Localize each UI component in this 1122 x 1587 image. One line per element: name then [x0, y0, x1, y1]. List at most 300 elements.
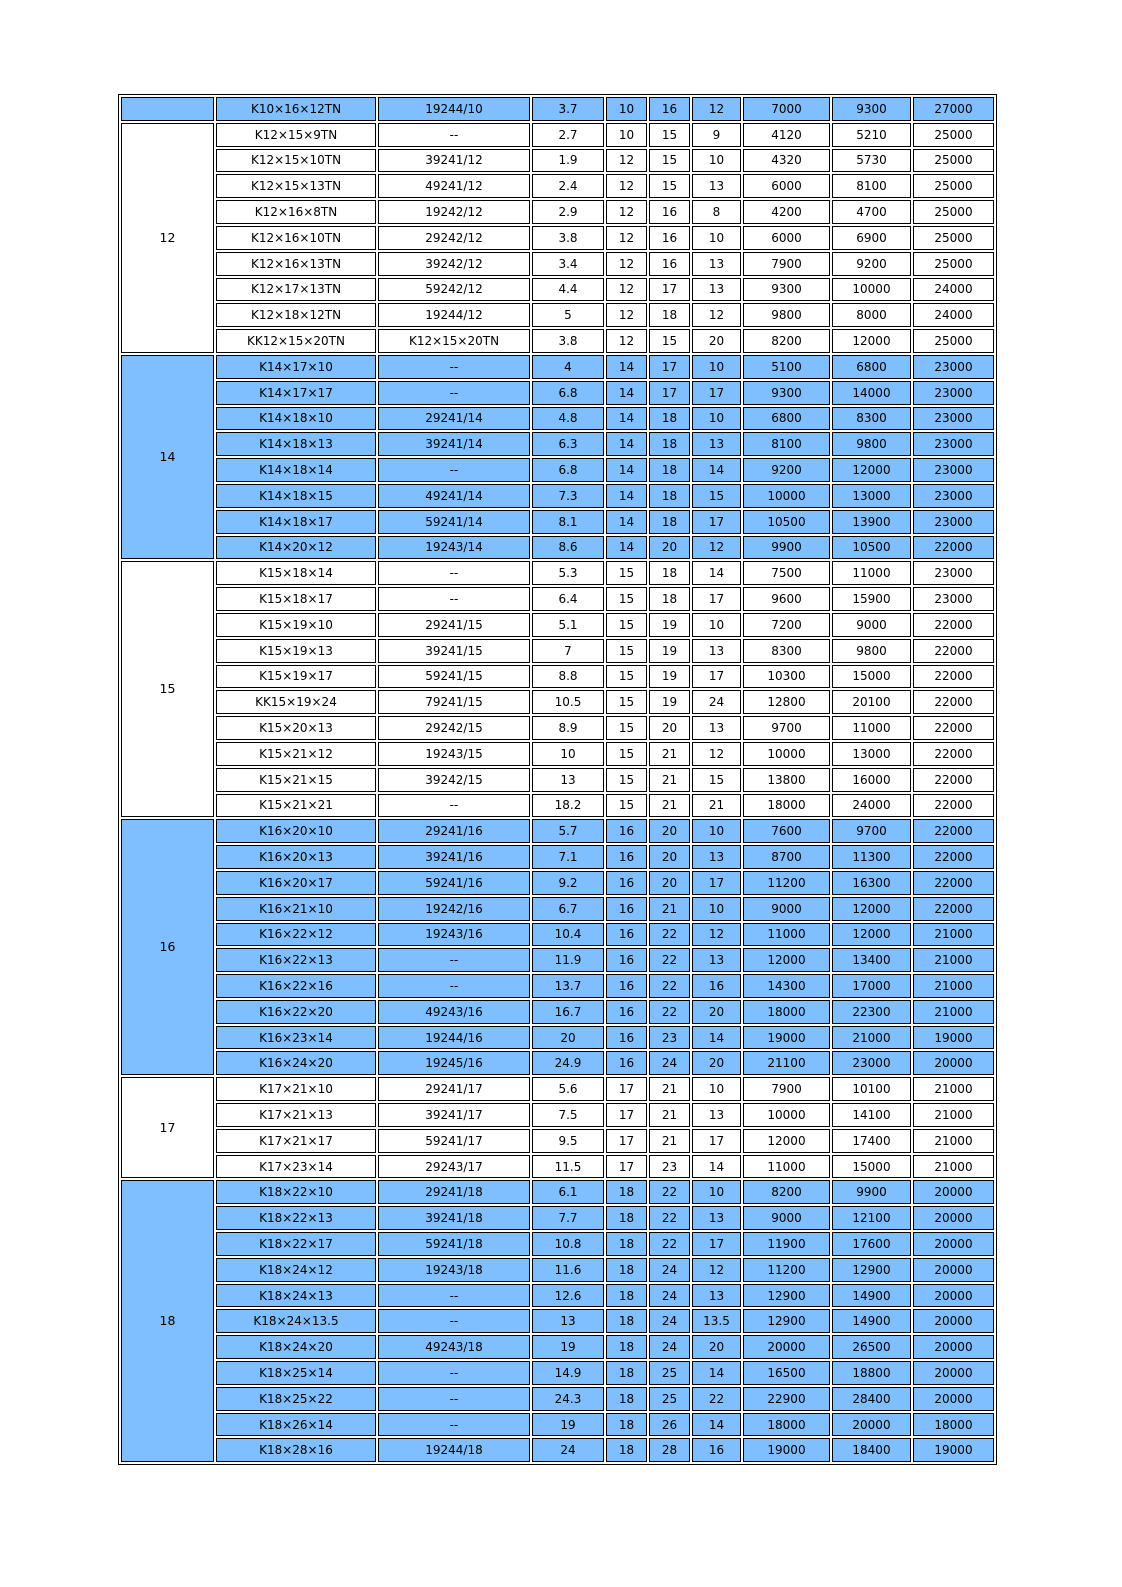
- outer-dia-cell: 24: [649, 1051, 690, 1075]
- dynamic-load-cell: 4200: [743, 200, 830, 224]
- width-cell: 10: [692, 1180, 741, 1204]
- equivalent-cell: 59241/14: [378, 510, 530, 534]
- static-load-cell: 24000: [832, 794, 911, 818]
- weight-cell: 10.4: [532, 923, 604, 947]
- static-load-cell: 9800: [832, 639, 911, 663]
- dynamic-load-cell: 9700: [743, 716, 830, 740]
- static-load-cell: 5730: [832, 149, 911, 173]
- dynamic-load-cell: 9600: [743, 587, 830, 611]
- weight-cell: 24: [532, 1438, 604, 1462]
- speed-limit-cell: 20000: [913, 1309, 994, 1333]
- width-cell: 12: [692, 923, 741, 947]
- bore-cell: 15: [606, 690, 647, 714]
- model-cell: K18×24×20: [216, 1335, 376, 1359]
- weight-cell: 6.1: [532, 1180, 604, 1204]
- weight-cell: 2.4: [532, 174, 604, 198]
- outer-dia-cell: 18: [649, 510, 690, 534]
- speed-limit-cell: 22000: [913, 613, 994, 637]
- equivalent-cell: 29241/14: [378, 407, 530, 431]
- dynamic-load-cell: 13800: [743, 768, 830, 792]
- static-load-cell: 15900: [832, 587, 911, 611]
- model-cell: K15×21×12: [216, 742, 376, 766]
- model-cell: K17×21×13: [216, 1103, 376, 1127]
- speed-limit-cell: 25000: [913, 123, 994, 147]
- outer-dia-cell: 21: [649, 1077, 690, 1101]
- outer-dia-cell: 17: [649, 381, 690, 405]
- table-row: [121, 123, 994, 147]
- outer-dia-cell: 18: [649, 432, 690, 456]
- weight-cell: 5.7: [532, 819, 604, 843]
- dynamic-load-cell: 7600: [743, 819, 830, 843]
- model-cell: K14×18×15: [216, 484, 376, 508]
- speed-limit-cell: 22000: [913, 768, 994, 792]
- model-cell: K18×28×16: [216, 1438, 376, 1462]
- equivalent-cell: --: [378, 355, 530, 379]
- table-row: [121, 561, 994, 585]
- dynamic-load-cell: 11000: [743, 923, 830, 947]
- table-row: [121, 1155, 994, 1179]
- speed-limit-cell: 25000: [913, 252, 994, 276]
- weight-cell: 12.6: [532, 1284, 604, 1308]
- speed-limit-cell: 21000: [913, 948, 994, 972]
- static-load-cell: 21000: [832, 1026, 911, 1050]
- outer-dia-cell: 16: [649, 97, 690, 121]
- model-cell: K17×21×17: [216, 1129, 376, 1153]
- weight-cell: 11.6: [532, 1258, 604, 1282]
- bore-cell: 14: [606, 381, 647, 405]
- bore-cell: 16: [606, 819, 647, 843]
- bore-cell: 15: [606, 742, 647, 766]
- table-row: [121, 665, 994, 689]
- equivalent-cell: --: [378, 1361, 530, 1385]
- width-cell: 14: [692, 1026, 741, 1050]
- width-cell: 10: [692, 819, 741, 843]
- dynamic-load-cell: 7000: [743, 97, 830, 121]
- model-cell: K14×20×12: [216, 536, 376, 560]
- bore-cell: 15: [606, 587, 647, 611]
- table-row: [121, 1000, 994, 1024]
- dynamic-load-cell: 10000: [743, 484, 830, 508]
- equivalent-cell: 39241/14: [378, 432, 530, 456]
- equivalent-cell: 19243/18: [378, 1258, 530, 1282]
- model-cell: K12×16×10TN: [216, 226, 376, 250]
- dynamic-load-cell: 14300: [743, 974, 830, 998]
- bore-cell: 15: [606, 768, 647, 792]
- static-load-cell: 10500: [832, 536, 911, 560]
- equivalent-cell: 19243/14: [378, 536, 530, 560]
- weight-cell: 7.1: [532, 845, 604, 869]
- model-cell: K12×15×13TN: [216, 174, 376, 198]
- outer-dia-cell: 19: [649, 639, 690, 663]
- static-load-cell: 12000: [832, 897, 911, 921]
- outer-dia-cell: 16: [649, 200, 690, 224]
- bore-cell: 18: [606, 1309, 647, 1333]
- model-cell: K14×18×14: [216, 458, 376, 482]
- equivalent-cell: 39241/16: [378, 845, 530, 869]
- static-load-cell: 23000: [832, 1051, 911, 1075]
- outer-dia-cell: 20: [649, 871, 690, 895]
- width-cell: 16: [692, 974, 741, 998]
- model-cell: K15×18×14: [216, 561, 376, 585]
- weight-cell: 3.8: [532, 329, 604, 353]
- bore-cell: 16: [606, 845, 647, 869]
- speed-limit-cell: 20000: [913, 1284, 994, 1308]
- table-row: [121, 303, 994, 327]
- equivalent-cell: --: [378, 561, 530, 585]
- bore-cell: 16: [606, 871, 647, 895]
- table-row: [121, 639, 994, 663]
- model-cell: K16×22×13: [216, 948, 376, 972]
- outer-dia-cell: 17: [649, 355, 690, 379]
- model-cell: K18×26×14: [216, 1413, 376, 1437]
- table-row: [121, 536, 994, 560]
- static-load-cell: 15000: [832, 1155, 911, 1179]
- equivalent-cell: 49243/16: [378, 1000, 530, 1024]
- bore-cell: 14: [606, 407, 647, 431]
- static-load-cell: 9700: [832, 819, 911, 843]
- group-size-cell: 12: [121, 123, 214, 353]
- speed-limit-cell: 20000: [913, 1387, 994, 1411]
- bearing-spec-table: [118, 94, 997, 1465]
- equivalent-cell: --: [378, 1284, 530, 1308]
- outer-dia-cell: 17: [649, 278, 690, 302]
- width-cell: 13: [692, 716, 741, 740]
- dynamic-load-cell: 10500: [743, 510, 830, 534]
- equivalent-cell: 19244/18: [378, 1438, 530, 1462]
- outer-dia-cell: 20: [649, 819, 690, 843]
- model-cell: K17×23×14: [216, 1155, 376, 1179]
- weight-cell: 1.9: [532, 149, 604, 173]
- table-row: [121, 510, 994, 534]
- speed-limit-cell: 20000: [913, 1206, 994, 1230]
- equivalent-cell: --: [378, 1413, 530, 1437]
- dynamic-load-cell: 12000: [743, 1129, 830, 1153]
- equivalent-cell: 29241/18: [378, 1180, 530, 1204]
- bore-cell: 18: [606, 1361, 647, 1385]
- equivalent-cell: 59242/12: [378, 278, 530, 302]
- width-cell: 13: [692, 278, 741, 302]
- width-cell: 8: [692, 200, 741, 224]
- bore-cell: 10: [606, 123, 647, 147]
- speed-limit-cell: 21000: [913, 1103, 994, 1127]
- width-cell: 10: [692, 613, 741, 637]
- static-load-cell: 16000: [832, 768, 911, 792]
- width-cell: 24: [692, 690, 741, 714]
- bore-cell: 18: [606, 1438, 647, 1462]
- model-cell: K18×25×14: [216, 1361, 376, 1385]
- static-load-cell: 6800: [832, 355, 911, 379]
- model-cell: K18×24×13: [216, 1284, 376, 1308]
- speed-limit-cell: 20000: [913, 1258, 994, 1282]
- table-row: [121, 587, 994, 611]
- bore-cell: 14: [606, 510, 647, 534]
- width-cell: 20: [692, 1335, 741, 1359]
- outer-dia-cell: 24: [649, 1335, 690, 1359]
- width-cell: 10: [692, 897, 741, 921]
- bore-cell: 15: [606, 716, 647, 740]
- model-cell: KK15×19×24: [216, 690, 376, 714]
- speed-limit-cell: 24000: [913, 278, 994, 302]
- speed-limit-cell: 20000: [913, 1361, 994, 1385]
- width-cell: 12: [692, 536, 741, 560]
- static-load-cell: 5210: [832, 123, 911, 147]
- bore-cell: 12: [606, 149, 647, 173]
- bore-cell: 16: [606, 948, 647, 972]
- dynamic-load-cell: 22900: [743, 1387, 830, 1411]
- group-size-cell: 14: [121, 355, 214, 559]
- width-cell: 14: [692, 561, 741, 585]
- equivalent-cell: 49241/14: [378, 484, 530, 508]
- static-load-cell: 13000: [832, 484, 911, 508]
- dynamic-load-cell: 10300: [743, 665, 830, 689]
- weight-cell: 8.1: [532, 510, 604, 534]
- model-cell: K12×16×13TN: [216, 252, 376, 276]
- bore-cell: 16: [606, 923, 647, 947]
- outer-dia-cell: 24: [649, 1284, 690, 1308]
- static-load-cell: 12000: [832, 923, 911, 947]
- weight-cell: 8.8: [532, 665, 604, 689]
- dynamic-load-cell: 9200: [743, 458, 830, 482]
- outer-dia-cell: 20: [649, 716, 690, 740]
- weight-cell: 24.3: [532, 1387, 604, 1411]
- static-load-cell: 9900: [832, 1180, 911, 1204]
- table-row: [121, 407, 994, 431]
- width-cell: 12: [692, 1258, 741, 1282]
- model-cell: K16×20×13: [216, 845, 376, 869]
- dynamic-load-cell: 6000: [743, 226, 830, 250]
- speed-limit-cell: 25000: [913, 174, 994, 198]
- table-row: [121, 1335, 994, 1359]
- speed-limit-cell: 25000: [913, 149, 994, 173]
- dynamic-load-cell: 10000: [743, 742, 830, 766]
- speed-limit-cell: 22000: [913, 690, 994, 714]
- static-load-cell: 9200: [832, 252, 911, 276]
- group-size-cell: 16: [121, 819, 214, 1075]
- table-row: [121, 97, 994, 121]
- dynamic-load-cell: 8100: [743, 432, 830, 456]
- dynamic-load-cell: 21100: [743, 1051, 830, 1075]
- model-cell: K16×21×10: [216, 897, 376, 921]
- table-row: [121, 200, 994, 224]
- model-cell: K12×16×8TN: [216, 200, 376, 224]
- width-cell: 13: [692, 1206, 741, 1230]
- model-cell: K18×22×10: [216, 1180, 376, 1204]
- weight-cell: 6.3: [532, 432, 604, 456]
- dynamic-load-cell: 7200: [743, 613, 830, 637]
- model-cell: K18×25×22: [216, 1387, 376, 1411]
- weight-cell: 18.2: [532, 794, 604, 818]
- dynamic-load-cell: 8200: [743, 1180, 830, 1204]
- outer-dia-cell: 15: [649, 123, 690, 147]
- speed-limit-cell: 20000: [913, 1335, 994, 1359]
- model-cell: K14×17×17: [216, 381, 376, 405]
- width-cell: 13: [692, 1103, 741, 1127]
- dynamic-load-cell: 9800: [743, 303, 830, 327]
- outer-dia-cell: 24: [649, 1309, 690, 1333]
- outer-dia-cell: 22: [649, 1206, 690, 1230]
- model-cell: K16×22×20: [216, 1000, 376, 1024]
- outer-dia-cell: 22: [649, 948, 690, 972]
- width-cell: 15: [692, 484, 741, 508]
- table-row: [121, 819, 994, 843]
- static-load-cell: 14100: [832, 1103, 911, 1127]
- equivalent-cell: 79241/15: [378, 690, 530, 714]
- static-load-cell: 17400: [832, 1129, 911, 1153]
- speed-limit-cell: 23000: [913, 561, 994, 585]
- weight-cell: 13: [532, 768, 604, 792]
- width-cell: 10: [692, 407, 741, 431]
- dynamic-load-cell: 11200: [743, 871, 830, 895]
- bore-cell: 15: [606, 639, 647, 663]
- speed-limit-cell: 22000: [913, 897, 994, 921]
- width-cell: 10: [692, 1077, 741, 1101]
- weight-cell: 11.9: [532, 948, 604, 972]
- model-cell: K12×15×10TN: [216, 149, 376, 173]
- dynamic-load-cell: 12000: [743, 948, 830, 972]
- bore-cell: 12: [606, 252, 647, 276]
- dynamic-load-cell: 7500: [743, 561, 830, 585]
- bore-cell: 16: [606, 974, 647, 998]
- bore-cell: 18: [606, 1335, 647, 1359]
- weight-cell: 10: [532, 742, 604, 766]
- static-load-cell: 12000: [832, 329, 911, 353]
- dynamic-load-cell: 8300: [743, 639, 830, 663]
- width-cell: 12: [692, 303, 741, 327]
- speed-limit-cell: 21000: [913, 974, 994, 998]
- width-cell: 20: [692, 1000, 741, 1024]
- model-cell: K15×19×17: [216, 665, 376, 689]
- model-cell: K14×18×17: [216, 510, 376, 534]
- width-cell: 17: [692, 1232, 741, 1256]
- dynamic-load-cell: 8200: [743, 329, 830, 353]
- bore-cell: 18: [606, 1206, 647, 1230]
- outer-dia-cell: 20: [649, 845, 690, 869]
- width-cell: 22: [692, 1387, 741, 1411]
- model-cell: KK12×15×20TN: [216, 329, 376, 353]
- equivalent-cell: 39241/17: [378, 1103, 530, 1127]
- weight-cell: 13: [532, 1309, 604, 1333]
- static-load-cell: 12000: [832, 458, 911, 482]
- outer-dia-cell: 22: [649, 1000, 690, 1024]
- weight-cell: 3.4: [532, 252, 604, 276]
- static-load-cell: 20100: [832, 690, 911, 714]
- width-cell: 15: [692, 768, 741, 792]
- outer-dia-cell: 18: [649, 407, 690, 431]
- equivalent-cell: --: [378, 381, 530, 405]
- table-row: [121, 613, 994, 637]
- bore-cell: 14: [606, 484, 647, 508]
- static-load-cell: 18400: [832, 1438, 911, 1462]
- static-load-cell: 16300: [832, 871, 911, 895]
- bore-cell: 14: [606, 432, 647, 456]
- equivalent-cell: 39241/12: [378, 149, 530, 173]
- speed-limit-cell: 22000: [913, 716, 994, 740]
- width-cell: 16: [692, 1438, 741, 1462]
- bore-cell: 14: [606, 458, 647, 482]
- equivalent-cell: 29243/17: [378, 1155, 530, 1179]
- outer-dia-cell: 21: [649, 1129, 690, 1153]
- dynamic-load-cell: 9000: [743, 1206, 830, 1230]
- model-cell: K10×16×12TN: [216, 97, 376, 121]
- outer-dia-cell: 23: [649, 1026, 690, 1050]
- equivalent-cell: --: [378, 974, 530, 998]
- equivalent-cell: 19243/15: [378, 742, 530, 766]
- weight-cell: 2.9: [532, 200, 604, 224]
- table-row: [121, 948, 994, 972]
- weight-cell: 4: [532, 355, 604, 379]
- static-load-cell: 20000: [832, 1413, 911, 1437]
- equivalent-cell: 29241/15: [378, 613, 530, 637]
- dynamic-load-cell: 18000: [743, 794, 830, 818]
- table-row: [121, 1026, 994, 1050]
- width-cell: 14: [692, 1413, 741, 1437]
- equivalent-cell: --: [378, 794, 530, 818]
- outer-dia-cell: 18: [649, 587, 690, 611]
- width-cell: 10: [692, 355, 741, 379]
- weight-cell: 5.1: [532, 613, 604, 637]
- weight-cell: 3.7: [532, 97, 604, 121]
- speed-limit-cell: 20000: [913, 1232, 994, 1256]
- dynamic-load-cell: 4320: [743, 149, 830, 173]
- equivalent-cell: 59241/18: [378, 1232, 530, 1256]
- equivalent-cell: 49243/18: [378, 1335, 530, 1359]
- speed-limit-cell: 24000: [913, 303, 994, 327]
- speed-limit-cell: 22000: [913, 665, 994, 689]
- table-row: [121, 355, 994, 379]
- static-load-cell: 18800: [832, 1361, 911, 1385]
- outer-dia-cell: 21: [649, 742, 690, 766]
- weight-cell: 7.7: [532, 1206, 604, 1230]
- width-cell: 17: [692, 587, 741, 611]
- outer-dia-cell: 28: [649, 1438, 690, 1462]
- model-cell: K15×21×21: [216, 794, 376, 818]
- width-cell: 13: [692, 639, 741, 663]
- model-cell: K16×20×10: [216, 819, 376, 843]
- equivalent-cell: --: [378, 948, 530, 972]
- bore-cell: 16: [606, 1051, 647, 1075]
- dynamic-load-cell: 9300: [743, 278, 830, 302]
- table-row: [121, 1051, 994, 1075]
- dynamic-load-cell: 6800: [743, 407, 830, 431]
- table-row: [121, 1387, 994, 1411]
- bore-cell: 12: [606, 174, 647, 198]
- model-cell: K14×18×13: [216, 432, 376, 456]
- dynamic-load-cell: 19000: [743, 1438, 830, 1462]
- outer-dia-cell: 21: [649, 768, 690, 792]
- width-cell: 14: [692, 1361, 741, 1385]
- table-row: [121, 1438, 994, 1462]
- bore-cell: 15: [606, 794, 647, 818]
- static-load-cell: 10100: [832, 1077, 911, 1101]
- weight-cell: 8.6: [532, 536, 604, 560]
- model-cell: K12×15×9TN: [216, 123, 376, 147]
- weight-cell: 14.9: [532, 1361, 604, 1385]
- width-cell: 12: [692, 97, 741, 121]
- outer-dia-cell: 19: [649, 665, 690, 689]
- static-load-cell: 14000: [832, 381, 911, 405]
- speed-limit-cell: 23000: [913, 355, 994, 379]
- equivalent-cell: 19244/10: [378, 97, 530, 121]
- dynamic-load-cell: 12900: [743, 1309, 830, 1333]
- speed-limit-cell: 25000: [913, 200, 994, 224]
- table-row: [121, 845, 994, 869]
- weight-cell: 19: [532, 1413, 604, 1437]
- bore-cell: 17: [606, 1129, 647, 1153]
- model-cell: K18×22×13: [216, 1206, 376, 1230]
- table-row: [121, 1258, 994, 1282]
- outer-dia-cell: 23: [649, 1155, 690, 1179]
- weight-cell: 13.7: [532, 974, 604, 998]
